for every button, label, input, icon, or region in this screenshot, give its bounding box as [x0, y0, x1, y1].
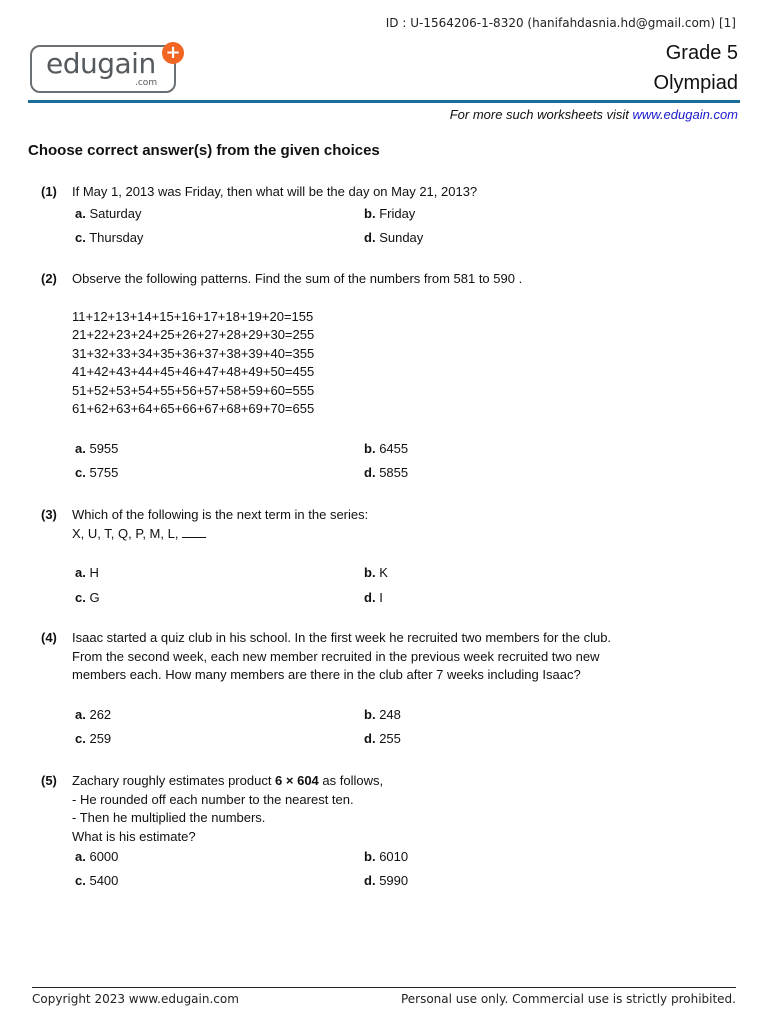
option-d[interactable]: d. 5990	[364, 873, 409, 888]
question-text: Zachary roughly estimates product 6 × 604 as follows,	[72, 773, 384, 788]
question-number: (4)	[41, 630, 57, 645]
plus-icon: +	[162, 42, 184, 64]
question-text: If May 1, 2013 was Friday, then what will be the day on May 21, 2013?	[72, 184, 478, 199]
instructions-heading: Choose correct answer(s) from the given choices	[28, 142, 380, 159]
pattern-line: 11+12+13+14+15+16+17+18+19+20=155	[72, 309, 314, 324]
logo-wordmark: edugain	[46, 47, 156, 80]
option-a[interactable]: a. H	[75, 565, 99, 580]
pattern-line: 41+42+43+44+45+46+47+48+49+50=455	[72, 364, 315, 379]
option-b[interactable]: b. K	[364, 565, 388, 580]
more-worksheets-text: For more such worksheets visit	[449, 107, 633, 122]
question-text: members each. How many members are there in the club after 7 weeks including Isaac?	[72, 667, 581, 682]
question-text: - He rounded off each number to the nearest ten.	[72, 792, 354, 807]
pattern-line: 61+62+63+64+65+66+67+68+69+70=655	[72, 401, 315, 416]
option-d[interactable]: d. 255	[364, 731, 401, 746]
copyright-text: Copyright 2023 www.edugain.com	[32, 992, 239, 1006]
header-divider	[28, 100, 740, 103]
option-b[interactable]: b. 6455	[364, 441, 409, 456]
option-b[interactable]: b. 6010	[364, 849, 409, 864]
edugain-link[interactable]: www.edugain.com	[632, 107, 738, 122]
option-d[interactable]: d. Sunday	[364, 230, 424, 245]
question-text: From the second week, each new member recruited in the previous week recruited two new	[72, 649, 600, 664]
option-a[interactable]: a. Saturday	[75, 206, 142, 221]
option-c[interactable]: c. 259	[75, 731, 112, 746]
question-number: (5)	[41, 773, 57, 788]
footer-divider	[32, 987, 736, 988]
option-a[interactable]: a. 262	[75, 707, 112, 722]
question-text: - Then he multiplied the numbers.	[72, 810, 266, 825]
option-c[interactable]: c. 5400	[75, 873, 119, 888]
question-text: Which of the following is the next term in the series:	[72, 507, 369, 522]
edugain-logo[interactable]	[30, 45, 176, 93]
grade-label: Grade 5	[665, 42, 738, 64]
answer-blank	[182, 528, 206, 538]
usage-notice: Personal use only. Commercial use is strictly prohibited.	[400, 992, 736, 1006]
question-number: (3)	[41, 507, 57, 522]
option-a[interactable]: a. 5955	[75, 441, 119, 456]
more-worksheets	[450, 107, 738, 122]
subject-label: Olympiad	[653, 72, 738, 94]
series-line: X, U, T, Q, P, M, L,	[72, 526, 206, 541]
option-d[interactable]: d. I	[364, 590, 383, 605]
option-c[interactable]: c. 5755	[75, 465, 119, 480]
product-expression: 6 × 604	[275, 773, 319, 788]
option-b[interactable]: b. 248	[364, 707, 401, 722]
question-text: Isaac started a quiz club in his school. In the first week he recruited two members for the club.	[72, 630, 612, 645]
question-number: (1)	[41, 184, 57, 199]
question-number: (2)	[41, 271, 57, 286]
question-text: Observe the following patterns. Find the sum of the numbers from 581 to 590 .	[72, 271, 523, 286]
option-b[interactable]: b. Friday	[364, 206, 416, 221]
option-a[interactable]: a. 6000	[75, 849, 119, 864]
option-c[interactable]: c. G	[75, 590, 100, 605]
pattern-line: 21+22+23+24+25+26+27+28+29+30=255	[72, 327, 315, 342]
logo-domain: .com	[135, 78, 158, 88]
option-c[interactable]: c. Thursday	[75, 230, 144, 245]
question-text: What is his estimate?	[72, 829, 196, 844]
pattern-line: 51+52+53+54+55+56+57+58+59+60=555	[72, 383, 315, 398]
option-d[interactable]: d. 5855	[364, 465, 409, 480]
document-id: ID : U-1564206-1-8320 (hanifahdasnia.hd@gmail.com) [1]	[385, 16, 736, 30]
pattern-line: 31+32+33+34+35+36+37+38+39+40=355	[72, 346, 315, 361]
